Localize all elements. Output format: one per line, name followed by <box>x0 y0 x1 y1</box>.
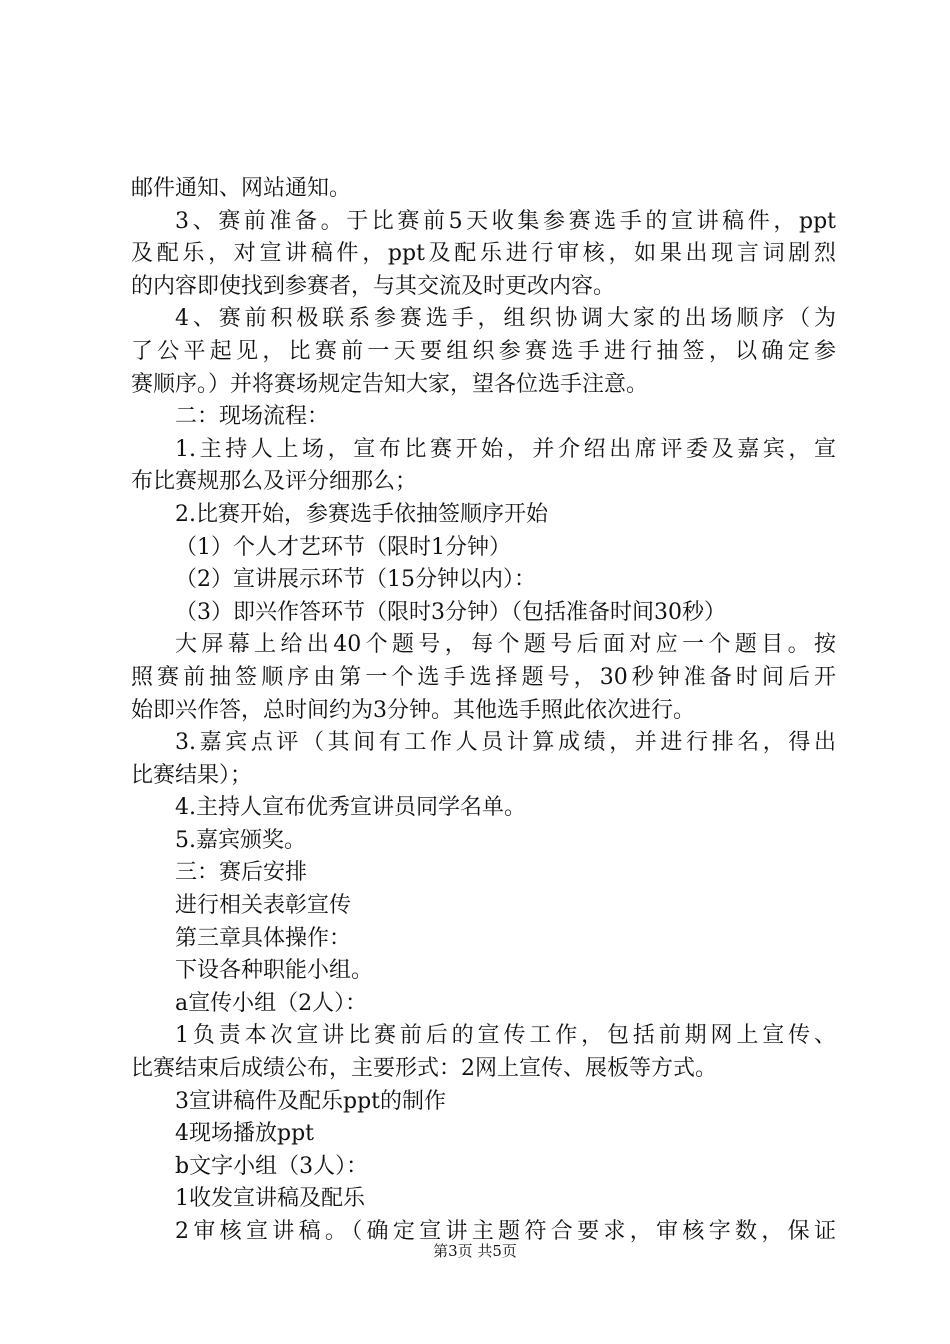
text-line: 1收发宣讲稿及配乐 <box>175 1186 365 1212</box>
text-line: 布比赛规那么及评分细那么； <box>131 469 418 495</box>
text-line: 及配乐，对宣讲稿件，ppt及配乐进行审核，如果出现言词剧烈 <box>131 241 836 267</box>
text-line: 下设各种职能小组。 <box>175 958 374 984</box>
text-line: 1负责本次宣讲比赛前后的宣传工作，包括前期网上宣传、 <box>175 1023 836 1049</box>
text-line: 4.主持人宣布优秀宣讲员同学名单。 <box>175 795 526 821</box>
chapter-heading: 第三章具体操作： <box>175 925 352 951</box>
group-heading: b文字小组（3人）： <box>175 1153 369 1179</box>
text-line: 大屏幕上给出40个题号，每个题号后面对应一个题目。按 <box>175 632 836 658</box>
section-heading: 二：现场流程： <box>175 404 330 430</box>
text-line: （1）个人才艺环节（限时1分钟） <box>175 534 511 560</box>
text-line: 的内容即使找到参赛者，与其交流及时更改内容。 <box>131 273 616 299</box>
text-line: 赛顺序。）并将赛场规定告知大家，望各位选手注意。 <box>131 371 649 397</box>
text-line: 进行相关表彰宣传 <box>175 893 352 919</box>
text-line: 2审核宣讲稿。（确定宣讲主题符合要求，审核字数，保证 <box>175 1219 836 1244</box>
text-line: 照赛前抽签顺序由第一个选手选择题号，30秒钟准备时间后开 <box>131 664 836 690</box>
text-line: 3、赛前准备。于比赛前5天收集参赛选手的宣讲稿件，ppt <box>175 208 836 234</box>
text-line: 1.主持人上场，宣布比赛开始，并介绍出席评委及嘉宾，宣 <box>175 436 836 462</box>
text-line: 4、赛前积极联系参赛选手，组织协调大家的出场顺序（为 <box>175 306 836 332</box>
text-line: 3.嘉宾点评（其间有工作人员计算成绩，并进行排名，得出 <box>175 730 836 756</box>
page-number-footer: 第3页 共5页 <box>433 1242 517 1260</box>
text-line: 比赛结束后成绩公布，主要形式：2网上宣传、展板等方式。 <box>131 1056 717 1082</box>
text-line: 始即兴作答，总时间约为3分钟。其他选手照此依次进行。 <box>131 697 695 723</box>
text-line: 了公平起见，比赛前一天要组织参赛选手进行抽签，以确定参 <box>131 338 836 364</box>
group-heading: a宣传小组（2人）： <box>175 990 368 1016</box>
text-line: 比赛结果）； <box>131 762 253 788</box>
text-line: 2.比赛开始，参赛选手依抽签顺序开始 <box>175 501 548 527</box>
section-heading: 三：赛后安排 <box>175 860 308 886</box>
text-line: 4现场播放ppt <box>175 1121 315 1147</box>
text-line: 邮件通知、网站通知。 <box>131 176 352 201</box>
text-line: 3宣讲稿件及配乐ppt的制作 <box>175 1088 447 1114</box>
text-line: 5.嘉宾颁奖。 <box>175 827 306 853</box>
document-body <box>131 173 836 1249</box>
text-line: （3）即兴作答环节（限时3分钟）（包括准备时间30秒） <box>175 599 726 625</box>
text-line: （2）宣讲展示环节（15分钟以内）： <box>175 567 536 593</box>
